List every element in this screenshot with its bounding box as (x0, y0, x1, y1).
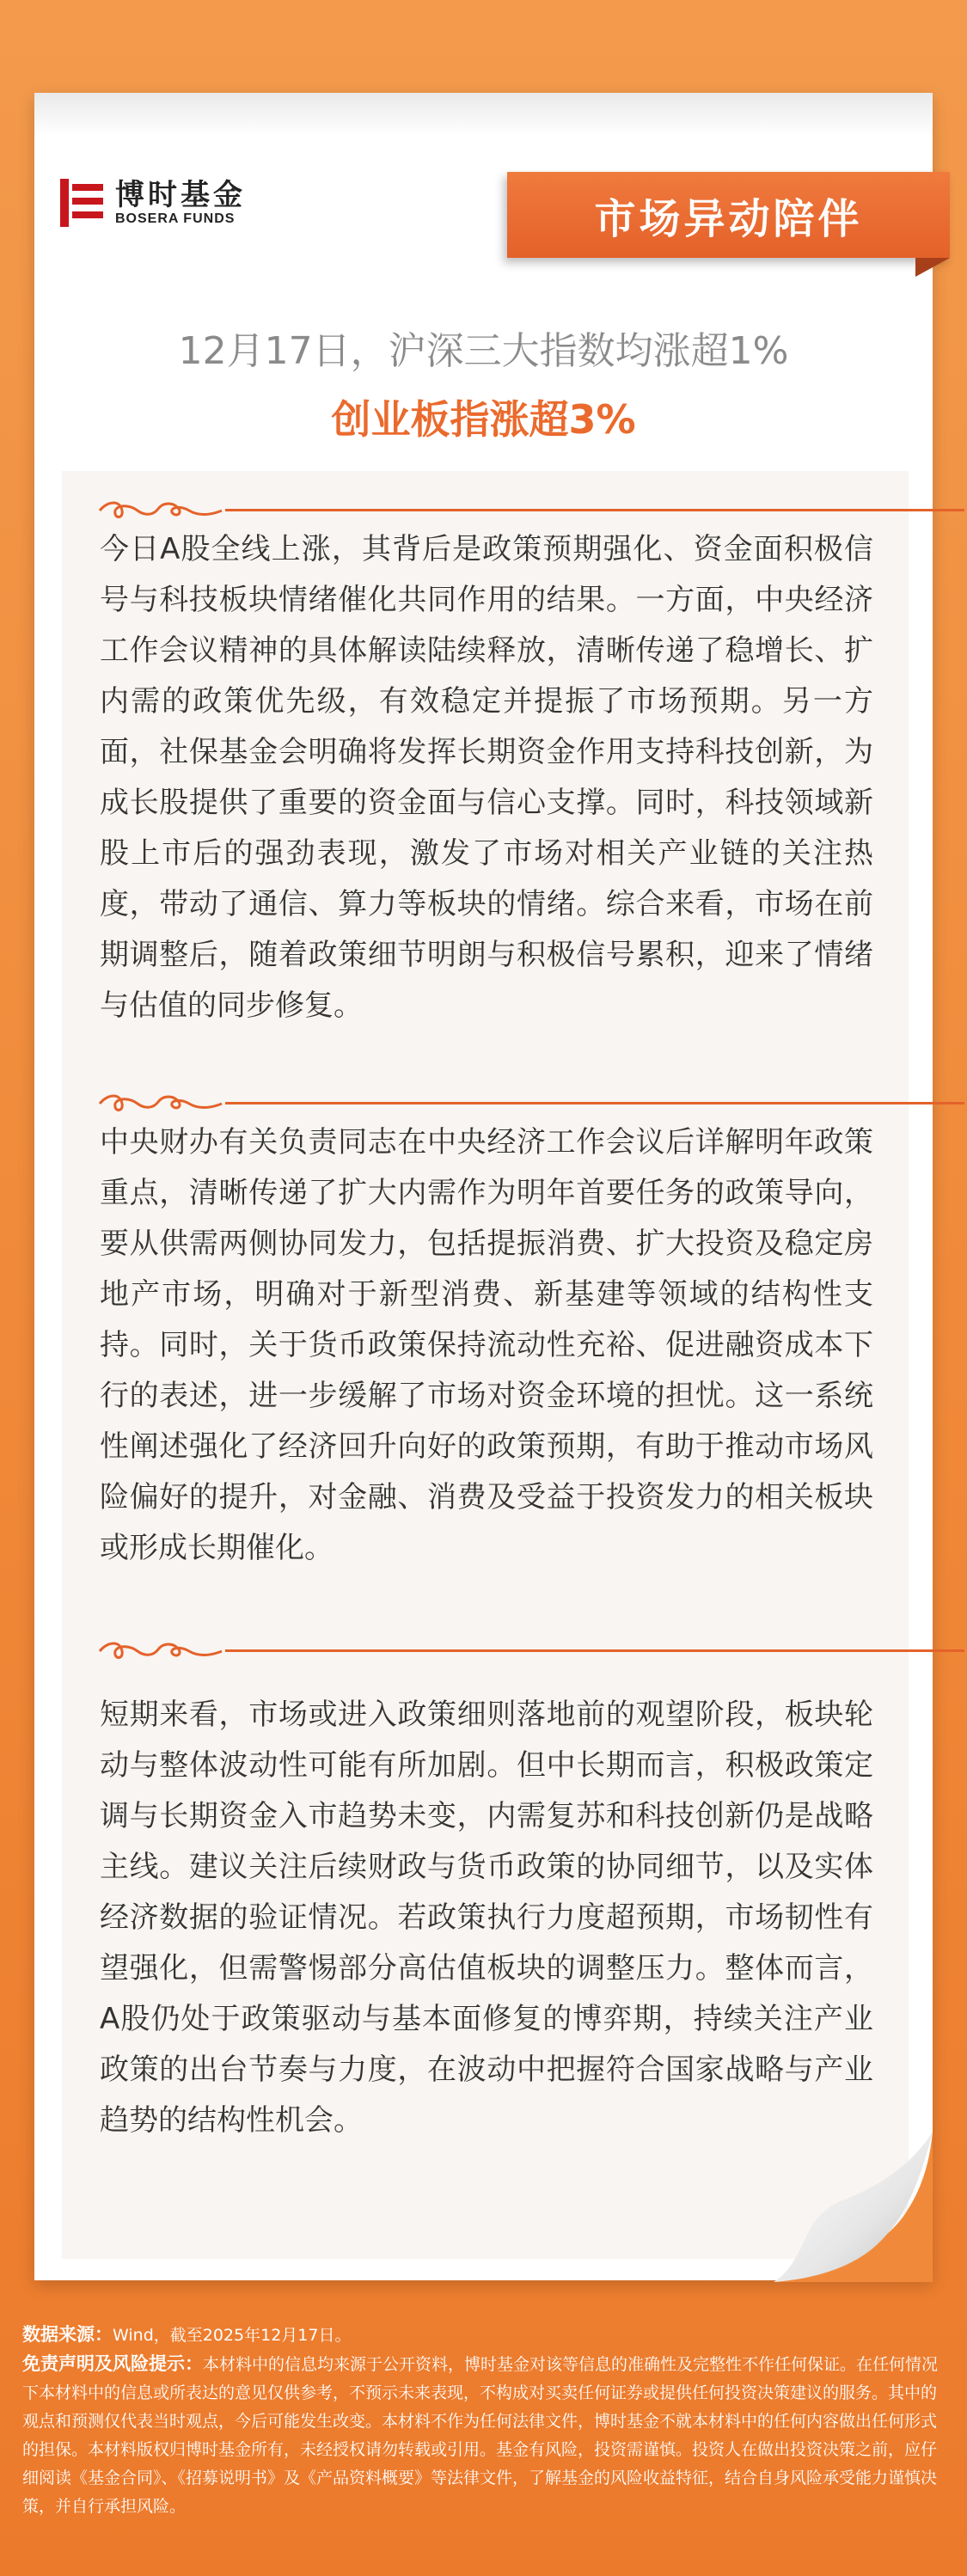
disclaimer-label: 免责声明及风险提示： (22, 2353, 203, 2374)
page-curl-icon (774, 2132, 933, 2282)
banner-ribbon (507, 172, 950, 258)
paper-top-edge (34, 93, 933, 136)
footer (22, 2321, 951, 2521)
scroll-ornament-icon (96, 1637, 225, 1663)
source-label: 数据来源： (22, 2324, 113, 2345)
scroll-ornament-icon (96, 497, 225, 523)
ornament-divider (96, 1090, 870, 1116)
bosera-logo (60, 179, 246, 227)
paragraph-1: 今日A股全线上涨，其背后是政策预期强化、资金面积极信号与科技板块情绪催化共同作用的结果。一方面，中央经济工作会议精神的具体解读陆续释放，清晰传递了稳增长、扩内需的政策优先级，有效稳定并提振了市场预期。另一方面，社保基金会明确将发挥长期资金作用支持科技创新，为成长股提供了重要的资金面与信心支撑。同时，科技领域新股上市后的强劲表现，激发了市场对相关产业链的关注热度，带动了通信、算力等板块的情绪。综合来看，市场在前期调整后，随着政策细节明朗与积极信号累积，迎来了情绪与估值的同步修复。 (100, 532, 873, 1023)
brand-name-cn: 博时基金 (115, 178, 246, 212)
brand-name-en: BOSERA FUNDS (115, 211, 236, 226)
paragraph-3: 短期来看，市场或进入政策细则落地前的观望阶段，板块轮动与整体波动性可能有所加剧。但中长期而言，积极政策定调与长期资金入市趋势未变，内需复苏和科技创新仍是战略主线。建议关注后续财政与货币政策的协同细节，以及实体经济数据的验证情况。若政策执行力度超预期，市场韧性有望强化，但需警惕部分高估值板块的调整压力。整体而言，A股仍处于政策驱动与基本面修复的博弈期，持续关注产业政策的出台节奏与力度，在波动中把握符合国家战略与产业趋势的结构性机会。 (100, 1698, 873, 2138)
ornament-divider (96, 1637, 870, 1663)
disclaimer-text: 本材料中的信息均来源于公开资料，博时基金对该等信息的准确性及完整性不作任何保证。在任何情况下本材料中的信息或所表达的意见仅供参考，不预示未来表现，不构成对买卖任何证券或提供任何投资决策建议的服务。其中的观点和预测仅代表当时观点，今后可能发生改变。本材料不作为任何法律文件，博时基金不就本材料中的任何内容做出任何形式的担保。本材料版权归博时基金所有，未经授权请勿转载或引用。基金有风险，投资需谨慎。投资人在做出投资决策之前，应仔细阅读《基金合同》、《招募说明书》及《产品资料概要》等法律文件，了解基金的风险收益特征，结合自身风险承受能力谨慎决策，并自行承担风险。 (22, 2355, 939, 2516)
ornament-divider (96, 497, 870, 523)
ribbon-fold (915, 258, 950, 277)
source-text: Wind，截至2025年12月17日。 (113, 2326, 352, 2345)
bosera-logo-icon (60, 179, 105, 227)
scroll-ornament-icon (96, 1090, 225, 1116)
banner-label: 市场异动陪伴 (594, 194, 863, 243)
headline-line1: 12月17日，沪深三大指数均涨超1% (178, 329, 789, 373)
headline-line2: 创业板指涨超3% (331, 396, 636, 443)
paragraph-2: 中央财办有关负责同志在中央经济工作会议后详解明年政策重点，清晰传递了扩大内需作为明年首要任务的政策导向，要从供需两侧协同发力，包括提振消费、扩大投资及稳定房地产市场，明确对于新型消费、新基建等领域的结构性支持。同时，关于货币政策保持流动性充裕、促进融资成本下行的表述，进一步缓解了市场对资金环境的担忧。这一系统性阐述强化了经济回升向好的政策预期，有助于推动市场风险偏好的提升，对金融、消费及受益于投资发力的相关板块或形成长期催化。 (100, 1125, 873, 1565)
